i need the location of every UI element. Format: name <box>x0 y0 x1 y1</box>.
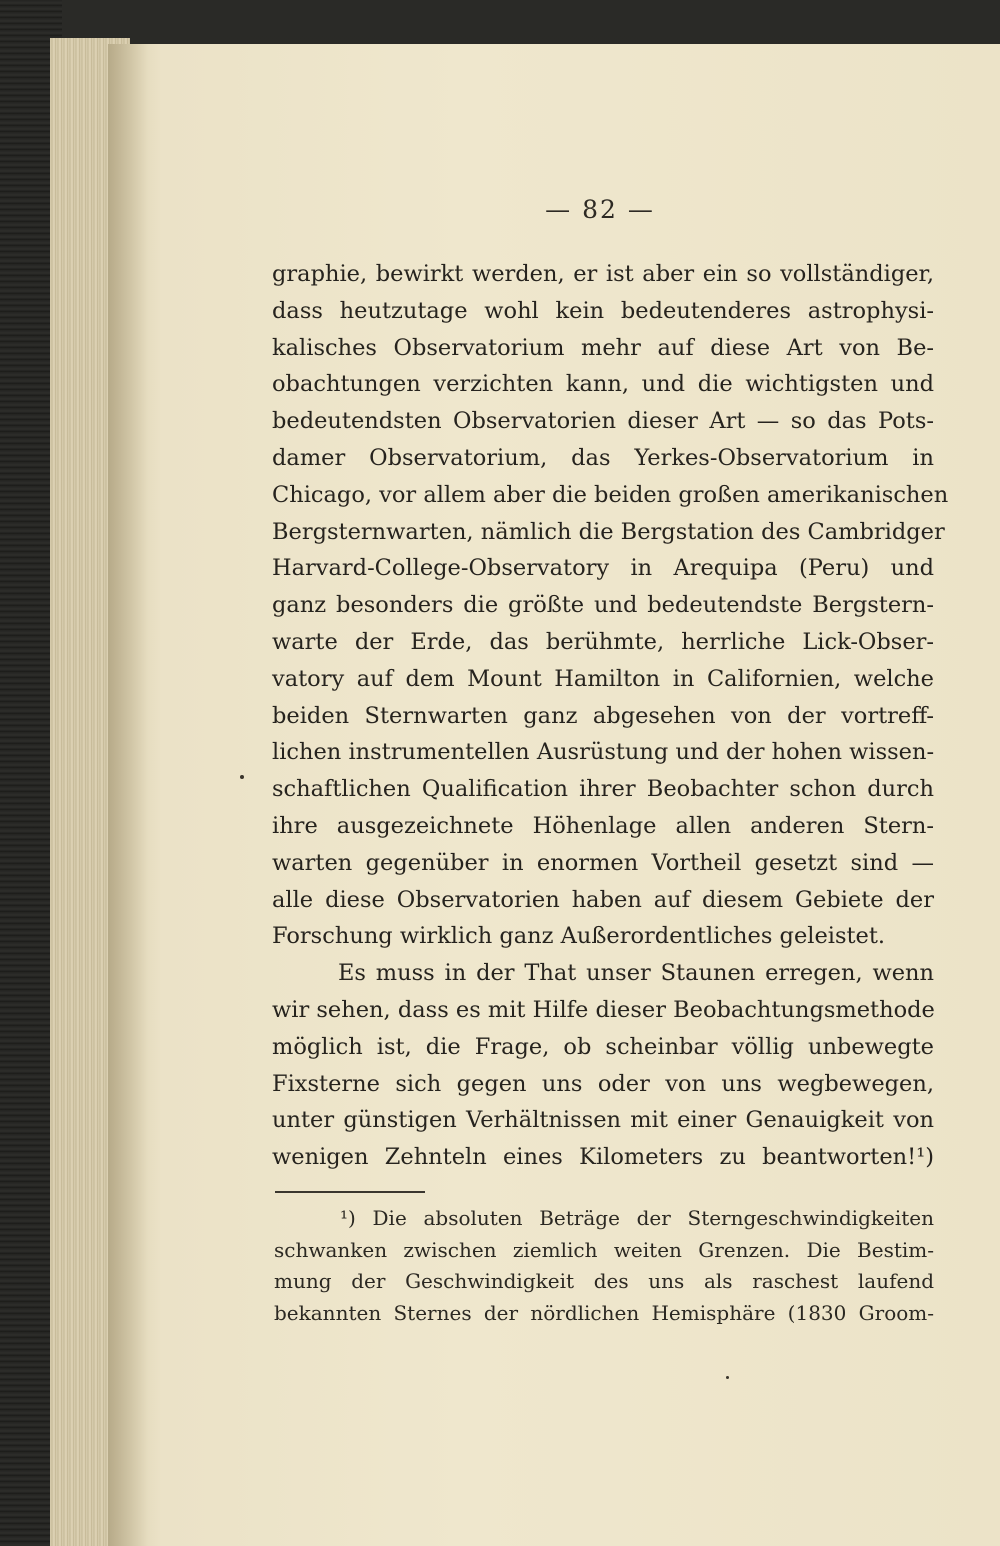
text-line: obachtungen verzichten kann, und die wichtigsten und <box>272 371 934 398</box>
text-line: warten gegenüber in enormen Vortheil gesetzt sind — <box>272 849 934 876</box>
text-line: Harvard-College-Observatory in Arequipa (Peru) und <box>272 555 934 582</box>
paper-speck <box>726 1376 729 1379</box>
footnote-line: schwanken zwischen ziemlich weiten Grenzen. Die Bestim- <box>274 1237 934 1262</box>
text-line: bedeutendsten Observatorien dieser Art — so das Pots- <box>272 408 934 435</box>
text-line: lichen instrumentellen Ausrüstung und der hohen wissen- <box>272 739 935 766</box>
text-line: graphie, bewirkt werden, er ist aber ein so vollständiger, <box>272 261 934 287</box>
text-line: damer Observatorium, das Yerkes-Observatorium in <box>272 444 934 471</box>
text-line: Bergsternwarten, nämlich die Bergstation des Cambridger <box>272 518 945 545</box>
text-line: Chicago, vor allem aber die beiden großen amerikanischen <box>272 481 949 508</box>
text-line: ganz besonders die größte und bedeutendste Bergstern- <box>272 592 934 619</box>
text-line: beiden Sternwarten ganz abgesehen von der vortreff- <box>272 702 934 729</box>
footnote-rule <box>275 1191 425 1193</box>
text-line: wenigen Zehnteln eines Kilometers zu beantworten!¹) <box>272 1144 934 1171</box>
text-line: Fixsterne sich gegen uns oder von uns wegbewegen, <box>272 1070 934 1097</box>
text-line: alle diese Observatorien haben auf diesem Gebiete der <box>272 886 934 913</box>
footnote-line: bekannten Sternes der nördlichen Hemisphäre (1830 Groom- <box>274 1300 934 1325</box>
paper-speck <box>240 775 244 779</box>
text-line: ihre ausgezeichnete Höhenlage allen anderen Stern- <box>272 812 934 839</box>
footnote-text <box>274 1203 934 1329</box>
text-line: dass heutzutage wohl kein bedeutenderes astrophysi- <box>272 297 934 324</box>
text-line: vatory auf dem Mount Hamilton in Californien, welche <box>272 665 934 692</box>
footnote-line: ¹) Die absoluten Beträge der Sterngeschwindigkeiten <box>340 1206 934 1230</box>
text-line: unter günstigen Verhältnissen mit einer Genauigkeit von <box>272 1107 934 1134</box>
text-line: warte der Erde, das berühmte, herrliche Lick-Obser- <box>272 628 934 655</box>
page-number: — 82 — <box>545 195 655 224</box>
footnote-line: mung der Geschwindigkeit des uns als raschest laufend <box>274 1269 934 1294</box>
text-line: kalisches Observatorium mehr auf diese Art von Be- <box>272 334 934 361</box>
gutter-shadow <box>108 44 148 1546</box>
paragraph-start-line: Es muss in der That unser Staunen erregen, wenn <box>338 960 934 987</box>
text-line: wir sehen, dass es mit Hilfe dieser Beobachtungsmethode <box>272 996 935 1023</box>
text-line: möglich ist, die Frage, ob scheinbar völlig unbewegte <box>272 1033 934 1060</box>
body-text <box>272 256 949 1176</box>
text-line: schaftlichen Qualification ihrer Beobachter schon durch <box>272 776 934 803</box>
text-line: Forschung wirklich ganz Außerordentliches geleistet. <box>272 923 886 950</box>
